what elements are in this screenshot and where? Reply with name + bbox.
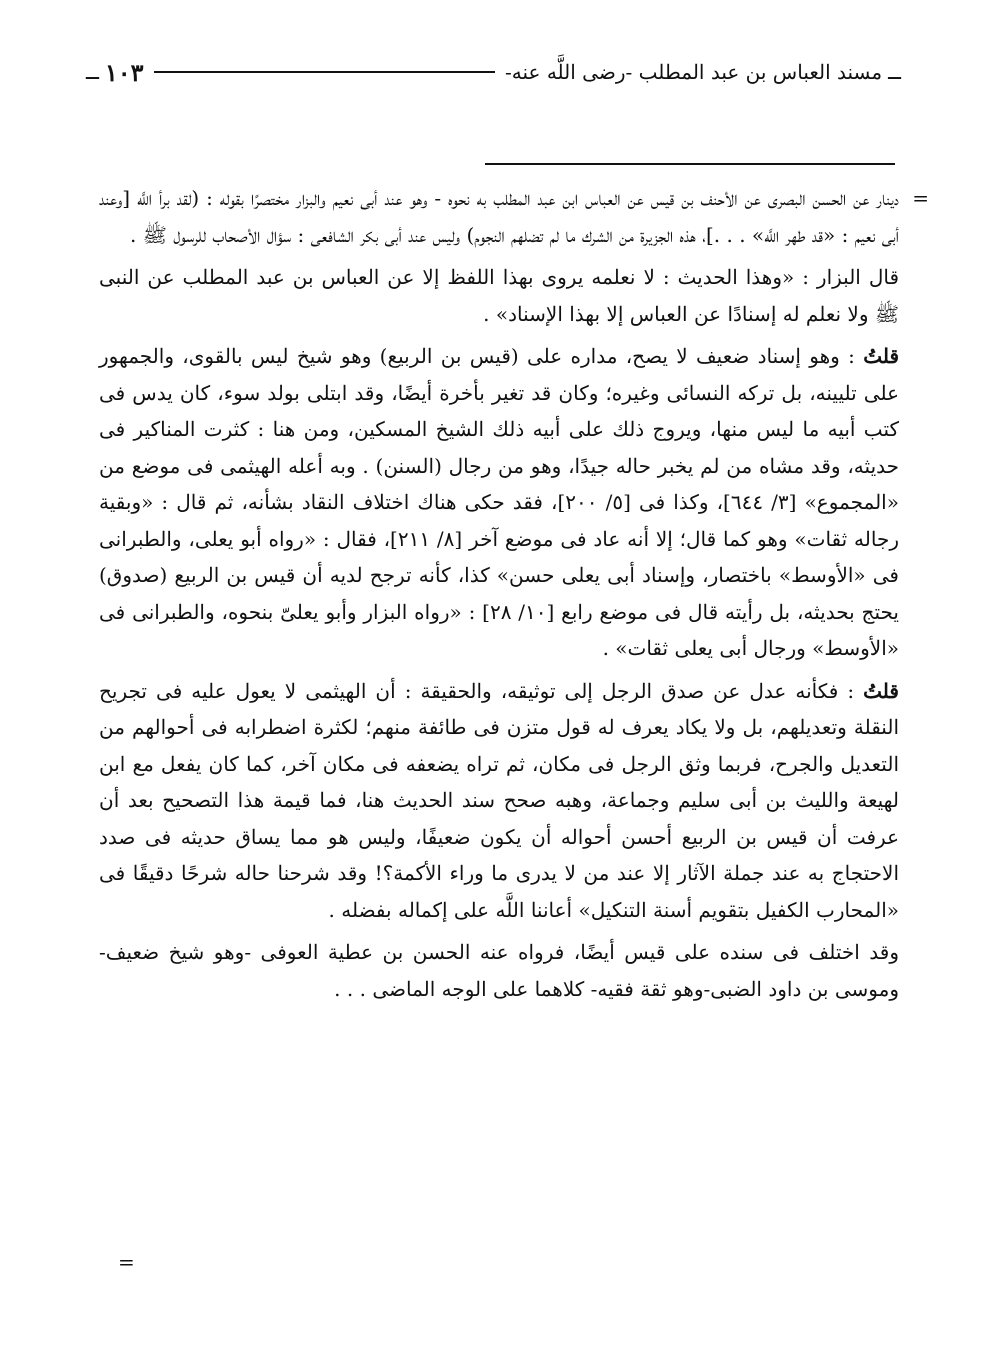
footnote-separator <box>485 163 895 165</box>
paragraph-text: : فكأنه عدل عن صدق الرجل إلى توثيقه، والحقيقة : أن الهيثمى لا يعول عليه فى تجريح النقلة وتعديلهم، بل ولا يكاد يعرف له قول متزن فى طائفة منهم؛ لكثرة اضطرابه فى أحوالهم من التعديل والجرح، فربما وثق الرجل فى مكان، ثم تراه يضعفه فى مكان آخر، كما كان يفعل مع ابن لهيعة والليث بن أبى سليم وجماعة، وهبه صحح سند الحديث هنا، فما قيمة هذا التصحيح بعد أن عرفت أن قيس بن الربيع أحسن أحواله أن يكون ضعيفًا، وليس هو مما يساق حديثه فى صدد الاحتجاج به عند جملة الآثار إلا عند من لا يدرى ما وراء الأكمة؟! وقد شرحنا حاله شرحًا دقيقًا فى «المحارب الكفيل بتقويم أسنة التنكيل» أعاننا اللَّه على إكماله بفضله . <box>99 678 899 922</box>
footnote-body <box>99 180 929 1013</box>
header-dash-right: ــ <box>888 59 901 85</box>
footnote-paragraph-1 <box>99 180 929 253</box>
paragraph-lead: قلتُ <box>863 344 900 368</box>
footnote-paragraph-5 <box>99 934 899 1007</box>
continuation-mark: = <box>912 186 929 210</box>
paragraph-text: : وهو إسناد ضعيف لا يصح، مداره على (قيس بن الربيع) وهو شيخ ليس بالقوى، والجمهور على تليينه، بل تركه النسائى وغيره؛ وكان قد تغير بأخرة أيضًا، وقد ابتلى بولد سوء، كان يدس فى كتب أبيه ما ليس منها، ويروج ذلك على أبيه ذلك الشيخ المسكين، ومن هنا : كثرت المناكير فى حديثه، وقد مشاه من لم يخبر حاله جيدًا، وهو من رجال (السنن) . وبه أعله الهيثمى فى موضع من «المجموع» [٣/ ٦٤٤]، وكذا فى [٥/ ٢٠٠]، فقد حكى هناك اختلاف النقاد بشأنه، ثم قال : «وبقية رجاله ثقات» وهو كما قال؛ إلا أنه عاد فى موضع آخر [٨/ ٢١١]، فقال : «رواه أبو يعلى، والطبرانى فى «الأوسط» باختصار، وإسناد أبى يعلى حسن» كذا، كأنه ترجح لديه أن قيس بن الربيع (صدوق) يحتج بحديثه، بل رأيته قال فى موضع رابع [١٠/ ٢٨] : «رواه البزار وأبو يعلىّ بنحوه، والطبرانى فى «الأوسط» ورجال أبى يعلى ثقات» . <box>99 344 899 660</box>
paragraph-text: قال البزار : «وهذا الحديث : لا نعلمه يروى بهذا اللفظ إلا عن العباس بن عبد المطلب عن النبى ﷺ ولا نعلم له إسنادًا عن العباس إلا بهذا الإسناد» . <box>99 265 899 326</box>
page-number: ١٠٣ <box>104 57 144 87</box>
footnote-paragraph-3 <box>99 338 899 667</box>
end-continuation-mark: = <box>118 1250 135 1274</box>
header-dash-left: ــ <box>86 59 99 85</box>
header-rule <box>154 71 495 73</box>
paragraph-text: دينار عن الحسن البصرى عن الأحنف بن قيس عن العباس ابن عبد المطلب به نحوه - وهو عند أبى نعيم والبزار مختصرًا بقوله : (لقد برأ اللَّه [وعند أبى نعيم : «قد طهر اللَّه» . . .]، هذه الجزيرة من الشرك ما لم تضلهم النجوم) وليس عند أبى بكر الشافعى : سؤال الأصحاب للرسول ﷺ . <box>99 186 899 247</box>
footnote-paragraph-2 <box>99 259 899 332</box>
running-header <box>80 52 907 92</box>
footnote-paragraph-4 <box>99 673 899 929</box>
header-title: مسند العباس بن عبد المطلب -رضى اللَّه عنه- <box>505 60 883 84</box>
paragraph-lead: قلتُ <box>863 678 899 703</box>
paragraph-text: وقد اختلف فى سنده على قيس أيضًا، فرواه عنه الحسن بن عطية العوفى -وهو شيخ ضعيف- وموسى بن داود الضبى-وهو ثقة فقيه- كلاهما على الوجه الماضى . . . <box>99 940 899 1001</box>
